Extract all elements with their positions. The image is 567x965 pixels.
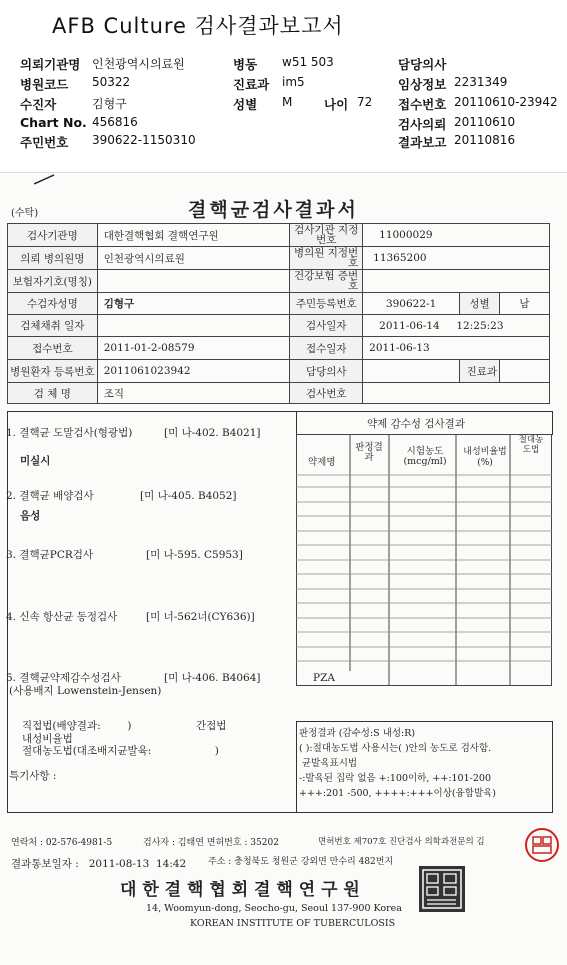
field-label-ward: 병동 (233, 57, 258, 72)
collect-date-value (97, 315, 290, 337)
remarks-label: 특기사항 : (9, 770, 57, 782)
inst-value: 대한결핵협회 결핵연구원 (97, 224, 290, 247)
sex-value: 남 (500, 293, 550, 315)
field-label-clinical-info: 임상정보 (398, 77, 447, 92)
test-1-name: 1. 결핵균 도말검사(형광법) (6, 427, 133, 439)
field-value-report-date: 20110816 (454, 133, 516, 147)
patient-info-table (7, 223, 550, 404)
test-date-value: 2011-06-14 12:25:23 (363, 315, 550, 337)
field-label-age: 나이 (324, 97, 349, 112)
sensitivity-title-box (296, 411, 553, 435)
field-value-sex: M (282, 95, 293, 109)
health-no-value (363, 270, 550, 293)
field-value-rrn: 390622-1150310 (92, 133, 196, 147)
method-direct: 직접법(배양결과: ) (22, 720, 132, 732)
patient-name-value: 김형구 (97, 293, 290, 315)
footer-address-en: 14, Woomyun-dong, Seocho-gu, Seoul 137-900 Korea (146, 903, 402, 914)
field-label-institution: 의뢰기관명 (20, 57, 81, 72)
rrn-value: 390622-1 (363, 293, 460, 315)
collect-date-label: 검체채취 일자 (8, 315, 98, 337)
test-1-code: [미 나-402. B4021] (164, 427, 261, 439)
doc-tag: (수탁) (11, 208, 39, 219)
test-3-name: 3. 결핵균PCR검사 (6, 549, 94, 561)
legend-line-1: 판정결과 (감수성:S 내성:R) (299, 728, 416, 739)
pen-mark (34, 173, 56, 187)
legend-line-4: -:발육된 집락 없음 +:100이하, ++:101-200 (299, 773, 491, 784)
footer-org-en: KOREAN INSTITUTE OF TUBERCULOSIS (190, 918, 396, 929)
receipt-no-value: 2011-01-2-08579 (97, 337, 290, 360)
test-5-medium: (사용배지 Lowenstein-Jensen) (9, 685, 162, 697)
method-absolute: 절대농도법(대조배지균발육: ) (22, 745, 219, 757)
page-title: AFB Culture 검사결과보고서 (52, 14, 344, 38)
field-label-chart-no: Chart No. (20, 115, 87, 130)
insurer-label: 보험자기호(명칭) (8, 270, 98, 293)
field-label-patient: 수진자 (20, 97, 57, 112)
hosp-no-label: 병의원 지정번호 (290, 247, 363, 270)
test-1-result: 미실시 (20, 455, 51, 467)
footer-report-date: 결과통보일자 : 2011-08-13 14:42 (11, 858, 187, 870)
doctor-label: 담당의사 (290, 360, 363, 383)
inst-no-label: 검사기관 지정번호 (290, 224, 363, 247)
footer-org-name: 대 한 결 핵 협 회 결 핵 연 구 원 (120, 880, 360, 900)
legend-line-3: 균발육표시법 (302, 758, 358, 769)
field-value-patient: 김형구 (92, 97, 127, 111)
doctor-value (363, 360, 460, 383)
test-2-name: 2. 결핵균 배양검사 (6, 490, 94, 502)
dept-value (500, 360, 550, 383)
test-5-name: 5. 결핵균약제감수성검사 (6, 672, 121, 684)
col-resistance-ratio: 내성비율법(%) (463, 447, 507, 468)
col-drug-name: 약제명 (308, 457, 336, 468)
field-value-clinical-info: 2231349 (454, 75, 508, 89)
hosp-no-value: 11365200 (363, 247, 550, 270)
field-label-hospital-code: 병원코드 (20, 77, 69, 92)
method-indirect: 간접법 (196, 720, 227, 732)
institute-seal-icon (418, 865, 466, 913)
field-value-institution: 인천광역시의료원 (92, 57, 185, 71)
receipt-date-label: 접수일자 (290, 337, 363, 360)
reg-no-value: 2011061023942 (97, 360, 290, 383)
field-value-chart-no: 456816 (92, 115, 138, 129)
receipt-no-label: 접수번호 (8, 337, 98, 360)
field-value-receipt-no: 20110610-23942 (454, 95, 558, 109)
sensitivity-grid (296, 434, 552, 686)
sensitivity-title: 약제 감수성 검사결과 (367, 418, 465, 430)
field-value-age: 72 (357, 95, 373, 109)
health-no-label: 건강보험 증번호 (290, 270, 363, 293)
field-value-ward: w51 503 (282, 55, 334, 69)
dept-label: 진료과 (460, 360, 500, 383)
field-value-department: im5 (282, 75, 305, 89)
footer-contact: 연락처 : 02-576-4981-5 (11, 838, 113, 848)
rrn-label: 주민등록번호 (290, 293, 363, 315)
test-date-label: 검사일자 (290, 315, 363, 337)
specimen-label: 검 체 명 (8, 383, 98, 404)
drug-pza: PZA (313, 672, 335, 684)
scanned-result-document (0, 172, 567, 965)
test-no-value (363, 383, 550, 404)
field-label-receipt-no: 접수번호 (398, 97, 447, 112)
footer-tester: 검사자 : 김태연 면허번호 : 35202 (143, 838, 279, 848)
field-label-rrn: 주민번호 (20, 135, 69, 150)
specimen-value: 조직 (97, 383, 290, 404)
method-ratio: 내성비율법 (22, 733, 73, 745)
doc-title: 결핵균검사결과서 (188, 199, 359, 221)
sex-label: 성별 (460, 293, 500, 315)
inst-label: 검사기관명 (8, 224, 98, 247)
field-value-request-date: 20110610 (454, 115, 516, 129)
legend-line-2: ( ):절대농도법 사용시는( )안의 농도로 검사함. (299, 743, 492, 754)
col-absolute-concentration: 절대농도법 (518, 435, 544, 455)
test-5-code: [미 나-406. B4064] (164, 672, 261, 684)
field-value-hospital-code: 50322 (92, 75, 131, 89)
test-no-label: 검사번호 (290, 383, 363, 404)
footer-license: 면허번호 제707호 진단검사 의학과전문의 김 (318, 837, 485, 847)
receipt-date-value: 2011-06-13 (363, 337, 550, 360)
col-judgement: 판정결과 (355, 442, 383, 463)
inst-no-value: 11000029 (363, 224, 550, 247)
test-2-code: [미 나-405. B4052] (140, 490, 237, 502)
test-4-name: 4. 신속 항산균 동정검사 (6, 611, 118, 623)
test-2-result: 음성 (20, 510, 41, 522)
field-label-report-date: 결과보고 (398, 135, 447, 150)
col-test-concentration: 시험농도(mcg/ml) (403, 446, 447, 467)
doctor-seal-icon (524, 827, 560, 863)
field-label-department: 진료과 (233, 77, 270, 92)
test-4-code: [미 너-562너(CY636)] (146, 611, 255, 623)
legend-line-5: +++:201 -500, ++++:+++이상(융합발육) (299, 788, 497, 799)
reg-no-label: 병원환자 등록번호 (8, 360, 98, 383)
field-label-request-date: 검사의뢰 (398, 117, 447, 132)
insurer-value (97, 270, 290, 293)
hosp-label: 의뢰 병의원명 (8, 247, 98, 270)
hosp-value: 인천광역시의료원 (97, 247, 290, 270)
patient-name-label: 수검자성명 (8, 293, 98, 315)
footer-address-kr: 주소 : 충청북도 청원군 강외면 만수리 482번지 (208, 857, 394, 867)
field-label-sex: 성별 (233, 97, 258, 112)
test-3-code: [미 나-595. C5953] (146, 549, 243, 561)
field-label-doctor: 담당의사 (398, 57, 447, 72)
